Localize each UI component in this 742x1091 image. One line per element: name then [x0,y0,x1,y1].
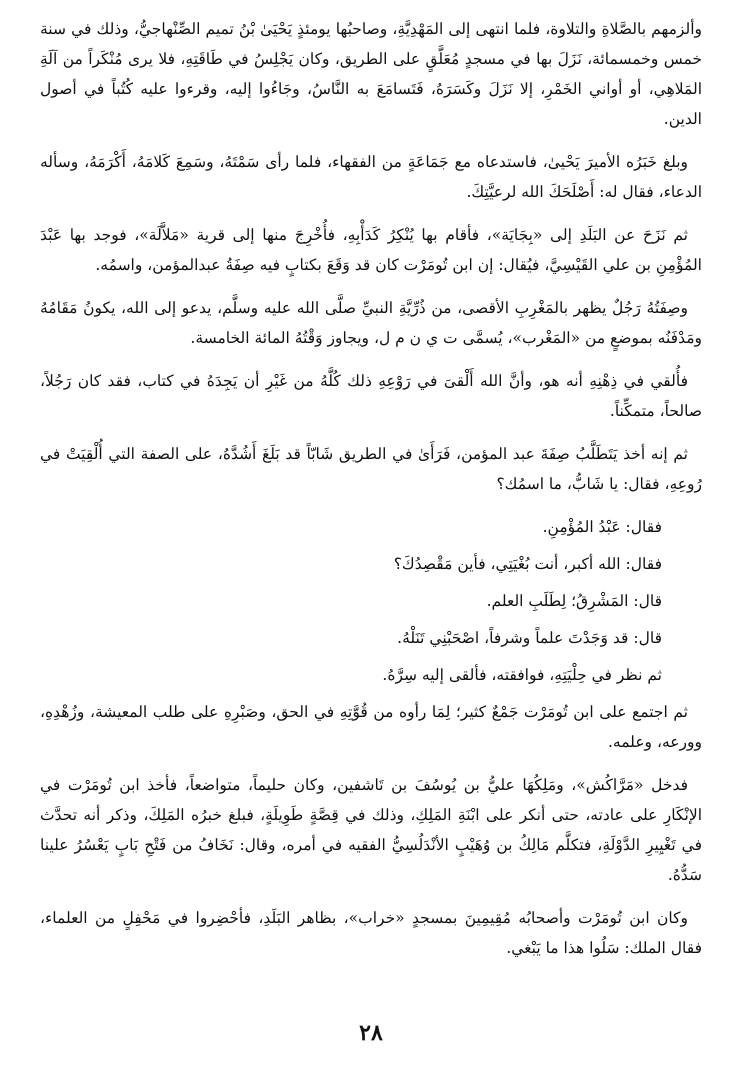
dialogue-line: فقال: الله أكبر، أنت بُغْيَتِي، فأين مَقْصِدُكَ؟ [393,555,662,573]
paragraph: فدخل «مَرَّاكُش»، ومَلِكُهَا عليُّ بن يُوسُفَ بن تَاشفين، وكان حليماً، متواضعاً، فأخذ ابن تُومَرْت في الإنْكَارِ على عادته، حتى أنكر على ابْنَةِ المَلِكِ، وذلك في قِصَّةٍ طَوِيلَةٍ، فبلغ خبرُه المَلِكَ، وذكر أنه تحدَّث في تَغْيِيرِ الدَّوْلَةِ، فتكلَّم مَالِكُ بن وُهَيْبٍ الأنْدَلُسِيُّ الفقيه في أمره، وقال: نَخَافُ من فَتْحِ بَابٍ يَعْسُرُ علينا سَدُّهُ. [40,776,702,884]
page-number: ٢٨ [359,1020,383,1046]
paragraph: وبلغ خَبَرُه الأميرَ يَحْيىٰ، فاستدعاه مع جَمَاعَةٍ من الفقهاء، فلما رأى سَمْتَهُ، وسَمِعَ كَلامَهُ، أَكْرَمَهُ، وسأله الدعاء، فقال له: أَصْلَحَكَ الله لرعيَّتِكَ. [40,153,702,201]
paragraph: ثم اجتمع على ابن تُومَرْت جَمْعٌ كثير؛ لِمَا رأوه من قُوَّتِهِ في الحق، وصَبْرِهِ على طلب المعيشة، وزُهْدِهِ، وورعه، وعلمه. [40,703,702,751]
paragraph: ثم إنه أخذ يَتَطَلَّبُ صِفَةَ عبد المؤمن، فَرَأَىٰ في الطريق شَابّاً قد بَلَغَ أَشُدَّهُ، على الصفة التي أُلْقِيَتْ في رُوعِهِ، فقال: يا شَابُّ، ما اسمُك؟ [40,445,702,493]
paragraph: ثم نَزَحَ عن البَلَدِ إلى «بِجَايَة»، فأقام بها يُنْكِرُ كَدَأْبِهِ، فأُخْرِجَ منها إلى قرية «مَلاَّلَة»، فوجد بها عَبْدَ المُؤْمِنِ بن علي القَيْسِيَّ، فيُقال: إن ابن تُومَرْت كان قد وَقَعَ بكتابٍ فيه صِفَةُ عبدالمؤمن، واسمُه. [40,226,702,274]
paragraph: فأُلقي في ذِهْنِهِ أنه هو، وأنَّ الله أَلْقىَ في رَوْعِهِ ذلك كُلَّهُ من غَيْرِ أن يَجِدَهُ في كتاب، فقد كان رَجُلاً، صالحاً، متمكِّناً. [40,372,702,420]
paragraph: وألزمهم بالصَّلاةِ والتلاوة، فلما انتهى إلى المَهْدِيَّةِ، وصاحبُها يومئذٍ يَحْيَىٰ بْنُ تميم الصِّنْهاجيُّ، وذلك في سنة خمس وخمسمائة، نَزَلَ بها في مسجدٍ مُعَلَّقٍ على الطريق، وكان يَجْلِسُ في طَاقَتِهِ، فلا يرى مُنْكَراً من آلَةِ المَلاهِي، أو أواني الخَمْرِ، إلا نَزَلَ وكَسَرَهُ، فَتَسامَعَ به النَّاسُ، وجَاءُوا إليه، وقرءوا عليه كُتُباً في أصول الدين. [40,20,702,128]
dialogue-line: ثم نظر في حِلْيَتِهِ، فوافقته، فألقى إليه سِرَّهُ. [382,666,662,684]
dialogue-line: فقال: عَبْدُ المُؤْمِنِ. [542,518,662,536]
paragraph: وصِفَتُهُ رَجُلٌ يظهر بالمَغْرِبِ الأقصى، من ذُرِّيَّةِ النبيِّ صلَّى الله عليه وسلَّم، يدعو إلى الله، يكونُ مَقَامُهُ ومَدْفَنُه بموضعٍ من «المَغْرب»، يُسمَّى ت ي ن م ل، ويجاوز وَقْتُهُ المائة الخامسة. [40,299,702,347]
dialogue-line: قال: قد وَجَدْتَ علماً وشرفاً، اصْحَبْنِي تَنَلْهُ. [397,629,662,647]
dialogue-line: قال: المَشْرِقُ؛ لِطَلَبِ العلم. [486,592,662,610]
paragraph: وكان ابن تُومَرْت وأصحابُه مُقِيمِينَ بمسجدٍ «خراب»، بظاهر البَلَدِ، فأحْضِروا في مَحْفِلٍ من العلماء، فقال الملك: سَلُوا هذا ما يَبْغي. [40,909,702,957]
